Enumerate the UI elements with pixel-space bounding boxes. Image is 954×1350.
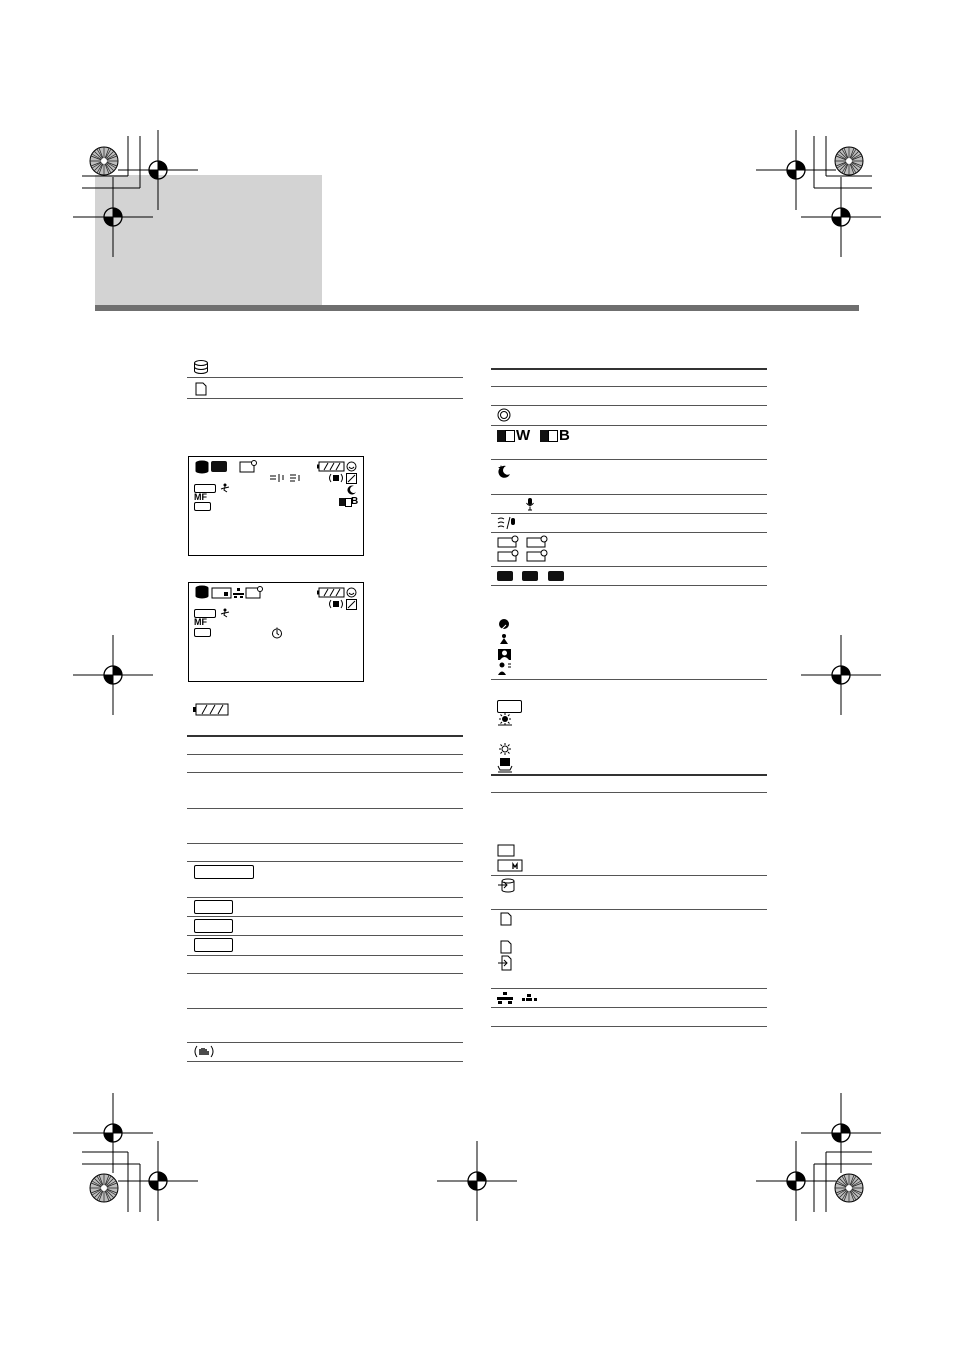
backlight-wide-label: W [516, 427, 531, 444]
scene-mode-icon [220, 483, 232, 493]
divider [187, 916, 463, 917]
copy-icon [497, 878, 517, 894]
quality-icon [548, 571, 564, 581]
divider [491, 988, 767, 989]
microphone-icon [525, 497, 535, 511]
night-scene-icon [497, 464, 511, 478]
scene-mode-icon [220, 608, 232, 618]
hdd-icon [194, 460, 210, 474]
sd-card-icon [195, 382, 207, 396]
self-timer-icon [271, 627, 283, 639]
picture-size-icons [497, 535, 557, 563]
divider [187, 861, 463, 862]
divider [187, 935, 463, 936]
image-stabilizer-icon [328, 599, 344, 609]
divider [491, 774, 767, 776]
quality-icon [497, 571, 513, 581]
guideline-icon [233, 588, 245, 598]
divider [187, 735, 463, 737]
divider [187, 772, 463, 773]
backlight-icon [346, 473, 357, 484]
record-mode-badge [211, 461, 227, 472]
indicator-box [194, 502, 211, 511]
hdd-icon [193, 360, 209, 374]
divider [491, 1007, 767, 1008]
sd-card-icon [500, 940, 512, 954]
wind-noise-icon [497, 516, 517, 530]
divider [491, 679, 767, 680]
backlight-icon [346, 599, 357, 610]
divider [187, 1042, 463, 1043]
header-band [95, 175, 322, 305]
recording-mode-box [194, 865, 254, 879]
white-balance-icons [497, 712, 515, 774]
divider [187, 897, 463, 898]
divider [491, 494, 767, 495]
image-stabilizer-icon [328, 473, 344, 483]
smile-shot-icon [346, 461, 357, 472]
night-scene-icon [347, 485, 357, 495]
divider [187, 398, 463, 399]
backlight-wide-icon [497, 429, 537, 445]
divider [491, 875, 767, 876]
divider [187, 1008, 463, 1009]
divider [491, 792, 767, 793]
mf-label: MF [194, 617, 207, 627]
divider [491, 425, 767, 426]
wb-label: B [351, 496, 359, 507]
divider [491, 405, 767, 406]
lcd-screen-video [188, 456, 364, 556]
divider [491, 386, 767, 387]
divider [491, 368, 767, 370]
wind-noise-icon [269, 473, 303, 483]
mode-box [194, 938, 233, 952]
backlight-black-icon [540, 429, 580, 445]
header-rule [95, 305, 859, 311]
divider [491, 459, 767, 460]
image-stabilizer-icon [193, 1045, 215, 1058]
lcd-screen-photo [188, 582, 364, 682]
divider [187, 377, 463, 378]
divider [187, 843, 463, 844]
picture-size-icon [245, 585, 265, 599]
divider [491, 513, 767, 514]
divider [491, 532, 767, 533]
backlight-black-label: B [559, 427, 570, 444]
battery-icon [193, 703, 229, 716]
divider [491, 1026, 767, 1027]
quality-icon [522, 571, 538, 581]
mf-label: MF [194, 492, 207, 502]
sd-card-icon [500, 912, 512, 926]
divider [187, 973, 463, 974]
divider [187, 1061, 463, 1062]
smile-shot-icon [346, 587, 357, 598]
divider [491, 909, 767, 910]
guideline-icons [497, 992, 541, 1004]
picture-size-icons [497, 844, 525, 872]
divider [491, 566, 767, 567]
scene-mode-icons [497, 618, 513, 676]
divider [491, 585, 767, 586]
indicator-box [194, 628, 211, 637]
picture-size-icon [211, 587, 233, 599]
divider [187, 955, 463, 956]
mode-box [194, 900, 233, 914]
divider [187, 808, 463, 809]
divider [187, 754, 463, 755]
picture-size-icon [239, 459, 259, 473]
copy-to-card-icon [497, 955, 513, 971]
hdd-icon [194, 585, 210, 599]
battery-icon [317, 461, 345, 472]
mode-box [194, 919, 233, 933]
smile-shot-icon [497, 408, 511, 422]
battery-icon [317, 587, 345, 598]
